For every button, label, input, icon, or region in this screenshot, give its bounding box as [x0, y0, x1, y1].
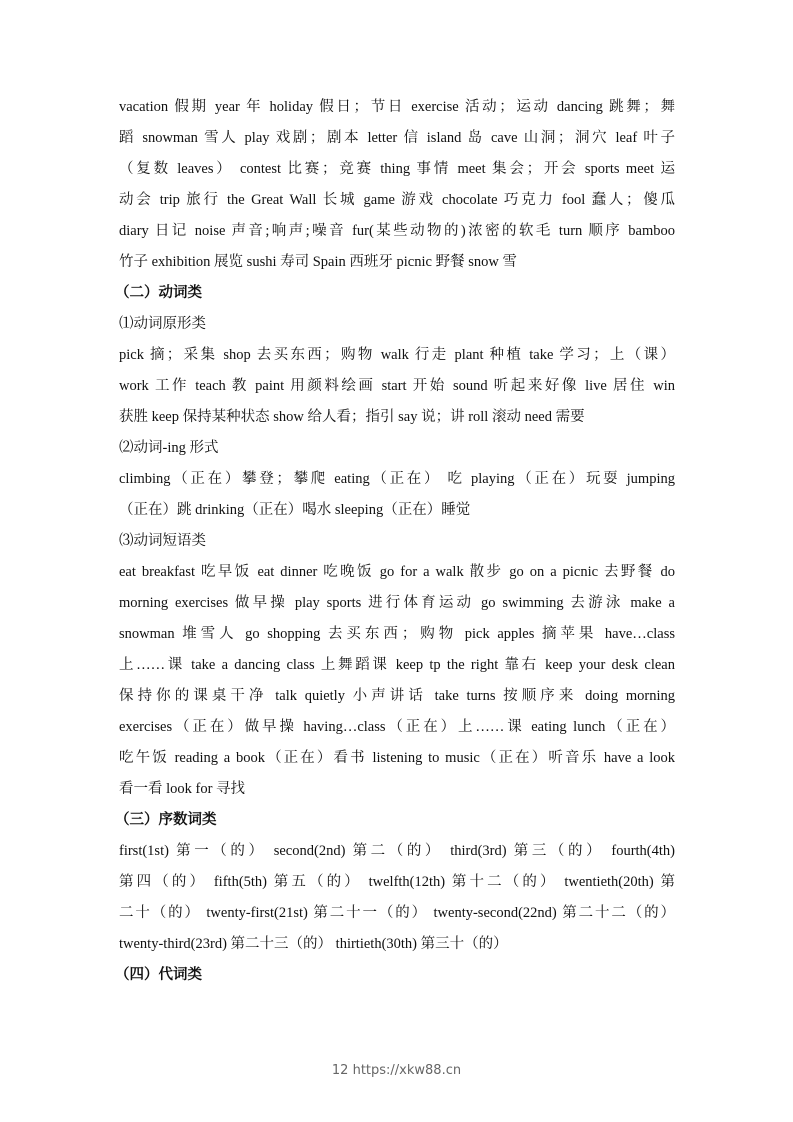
text-line: work 工作 teach 教 paint 用颜料绘画 start 开始 sound 听起来好像 live 居住 win — [119, 378, 675, 394]
verb-base-form-block — [119, 340, 675, 433]
text-line: snowman 堆雪人 go shopping 去买东西；购物 pick apples 摘苹果 have…class — [119, 626, 675, 642]
text-line: （复数 leaves） contest 比赛；竞赛 thing 事情 meet 集会；开会 sports meet 运 — [119, 161, 675, 177]
text-line: twenty-third(23rd) 第二十三（的） thirtieth(30th) 第三十（的） — [119, 936, 508, 952]
noun-vocabulary-block — [119, 92, 675, 278]
text-line: eat breakfast 吃早饭 eat dinner 吃晚饭 go for a walk 散步 go on a picnic 去野餐 do — [119, 564, 675, 580]
text-line: 竹子 exhibition 展览 sushi 寿司 Spain 西班牙 picnic 野餐 snow 雪 — [119, 254, 517, 270]
text-line: 蹈 snowman 雪人 play 戏剧；剧本 letter 信 island 岛 cave 山洞；洞穴 leaf 叶子 — [119, 130, 675, 146]
subheading-base-form: ⑴动词原形类 — [119, 316, 206, 332]
text-line: first(1st) 第一（的） second(2nd) 第二（的） third(3rd) 第三（的） fourth(4th) — [119, 843, 675, 859]
ordinals-block — [119, 836, 675, 960]
text-line: pick 摘；采集 shop 去买东西；购物 walk 行走 plant 种植 take 学习；上（课） — [119, 347, 675, 363]
text-line: 获胜 keep 保持某种状态 show 给人看；指引 say 说；讲 roll 滚动 need 需要 — [119, 409, 585, 425]
page-content — [115, 92, 675, 991]
text-line: 上……课 take a dancing class 上舞蹈课 keep tp the right 靠右 keep your desk clean — [119, 657, 675, 673]
text-line: 吃午饭 reading a book（正在）看书 listening to music（正在）听音乐 have a look — [119, 750, 675, 766]
subheading-verb-phrases: ⑶动词短语类 — [119, 533, 206, 549]
text-line: exercises（正在）做早操 having…class（正在）上……课 eating lunch（正在） — [119, 719, 675, 735]
page-footer — [0, 1063, 793, 1078]
text-line: morning exercises 做早操 play sports 进行体育运动 go swimming 去游泳 make a — [119, 595, 675, 611]
text-line: 保持你的课桌干净 talk quietly 小声讲话 take turns 按顺序来 doing morning — [119, 688, 675, 704]
text-line: climbing（正在）攀登；攀爬 eating（正在） 吃 playing（正在）玩耍 jumping — [119, 471, 675, 487]
verb-phrases-block — [119, 557, 675, 805]
section-heading-verbs: （二）动词类 — [115, 285, 202, 301]
verb-ing-form-block — [119, 464, 675, 526]
text-line: （正在）跳 drinking（正在）喝水 sleeping（正在）睡觉 — [119, 502, 471, 518]
page-number: 12 — [331, 1063, 349, 1078]
text-line: vacation 假期 year 年 holiday 假日；节日 exercise 活动；运动 dancing 跳舞；舞 — [119, 99, 675, 115]
text-line: 动会 trip 旅行 the Great Wall 长城 game 游戏 chocolate 巧克力 fool 蠢人；傻瓜 — [119, 192, 675, 208]
footer-url[interactable]: https://xkw88.cn — [352, 1063, 462, 1078]
text-line: diary 日记 noise 声音;响声;噪音 fur(某些动物的)浓密的软毛 turn 顺序 bamboo — [119, 223, 675, 239]
text-line: 二十（的） twenty-first(21st) 第二十一（的） twenty-second(22nd) 第二十二（的） — [119, 905, 675, 921]
text-line: 第四（的） fifth(5th) 第五（的） twelfth(12th) 第十二（的） twentieth(20th) 第 — [119, 874, 675, 890]
section-heading-pronouns: （四）代词类 — [115, 967, 202, 983]
section-heading-ordinals: （三）序数词类 — [115, 812, 217, 828]
text-line: 看一看 look for 寻找 — [119, 781, 246, 797]
subheading-ing-form: ⑵动词-ing 形式 — [119, 440, 219, 456]
